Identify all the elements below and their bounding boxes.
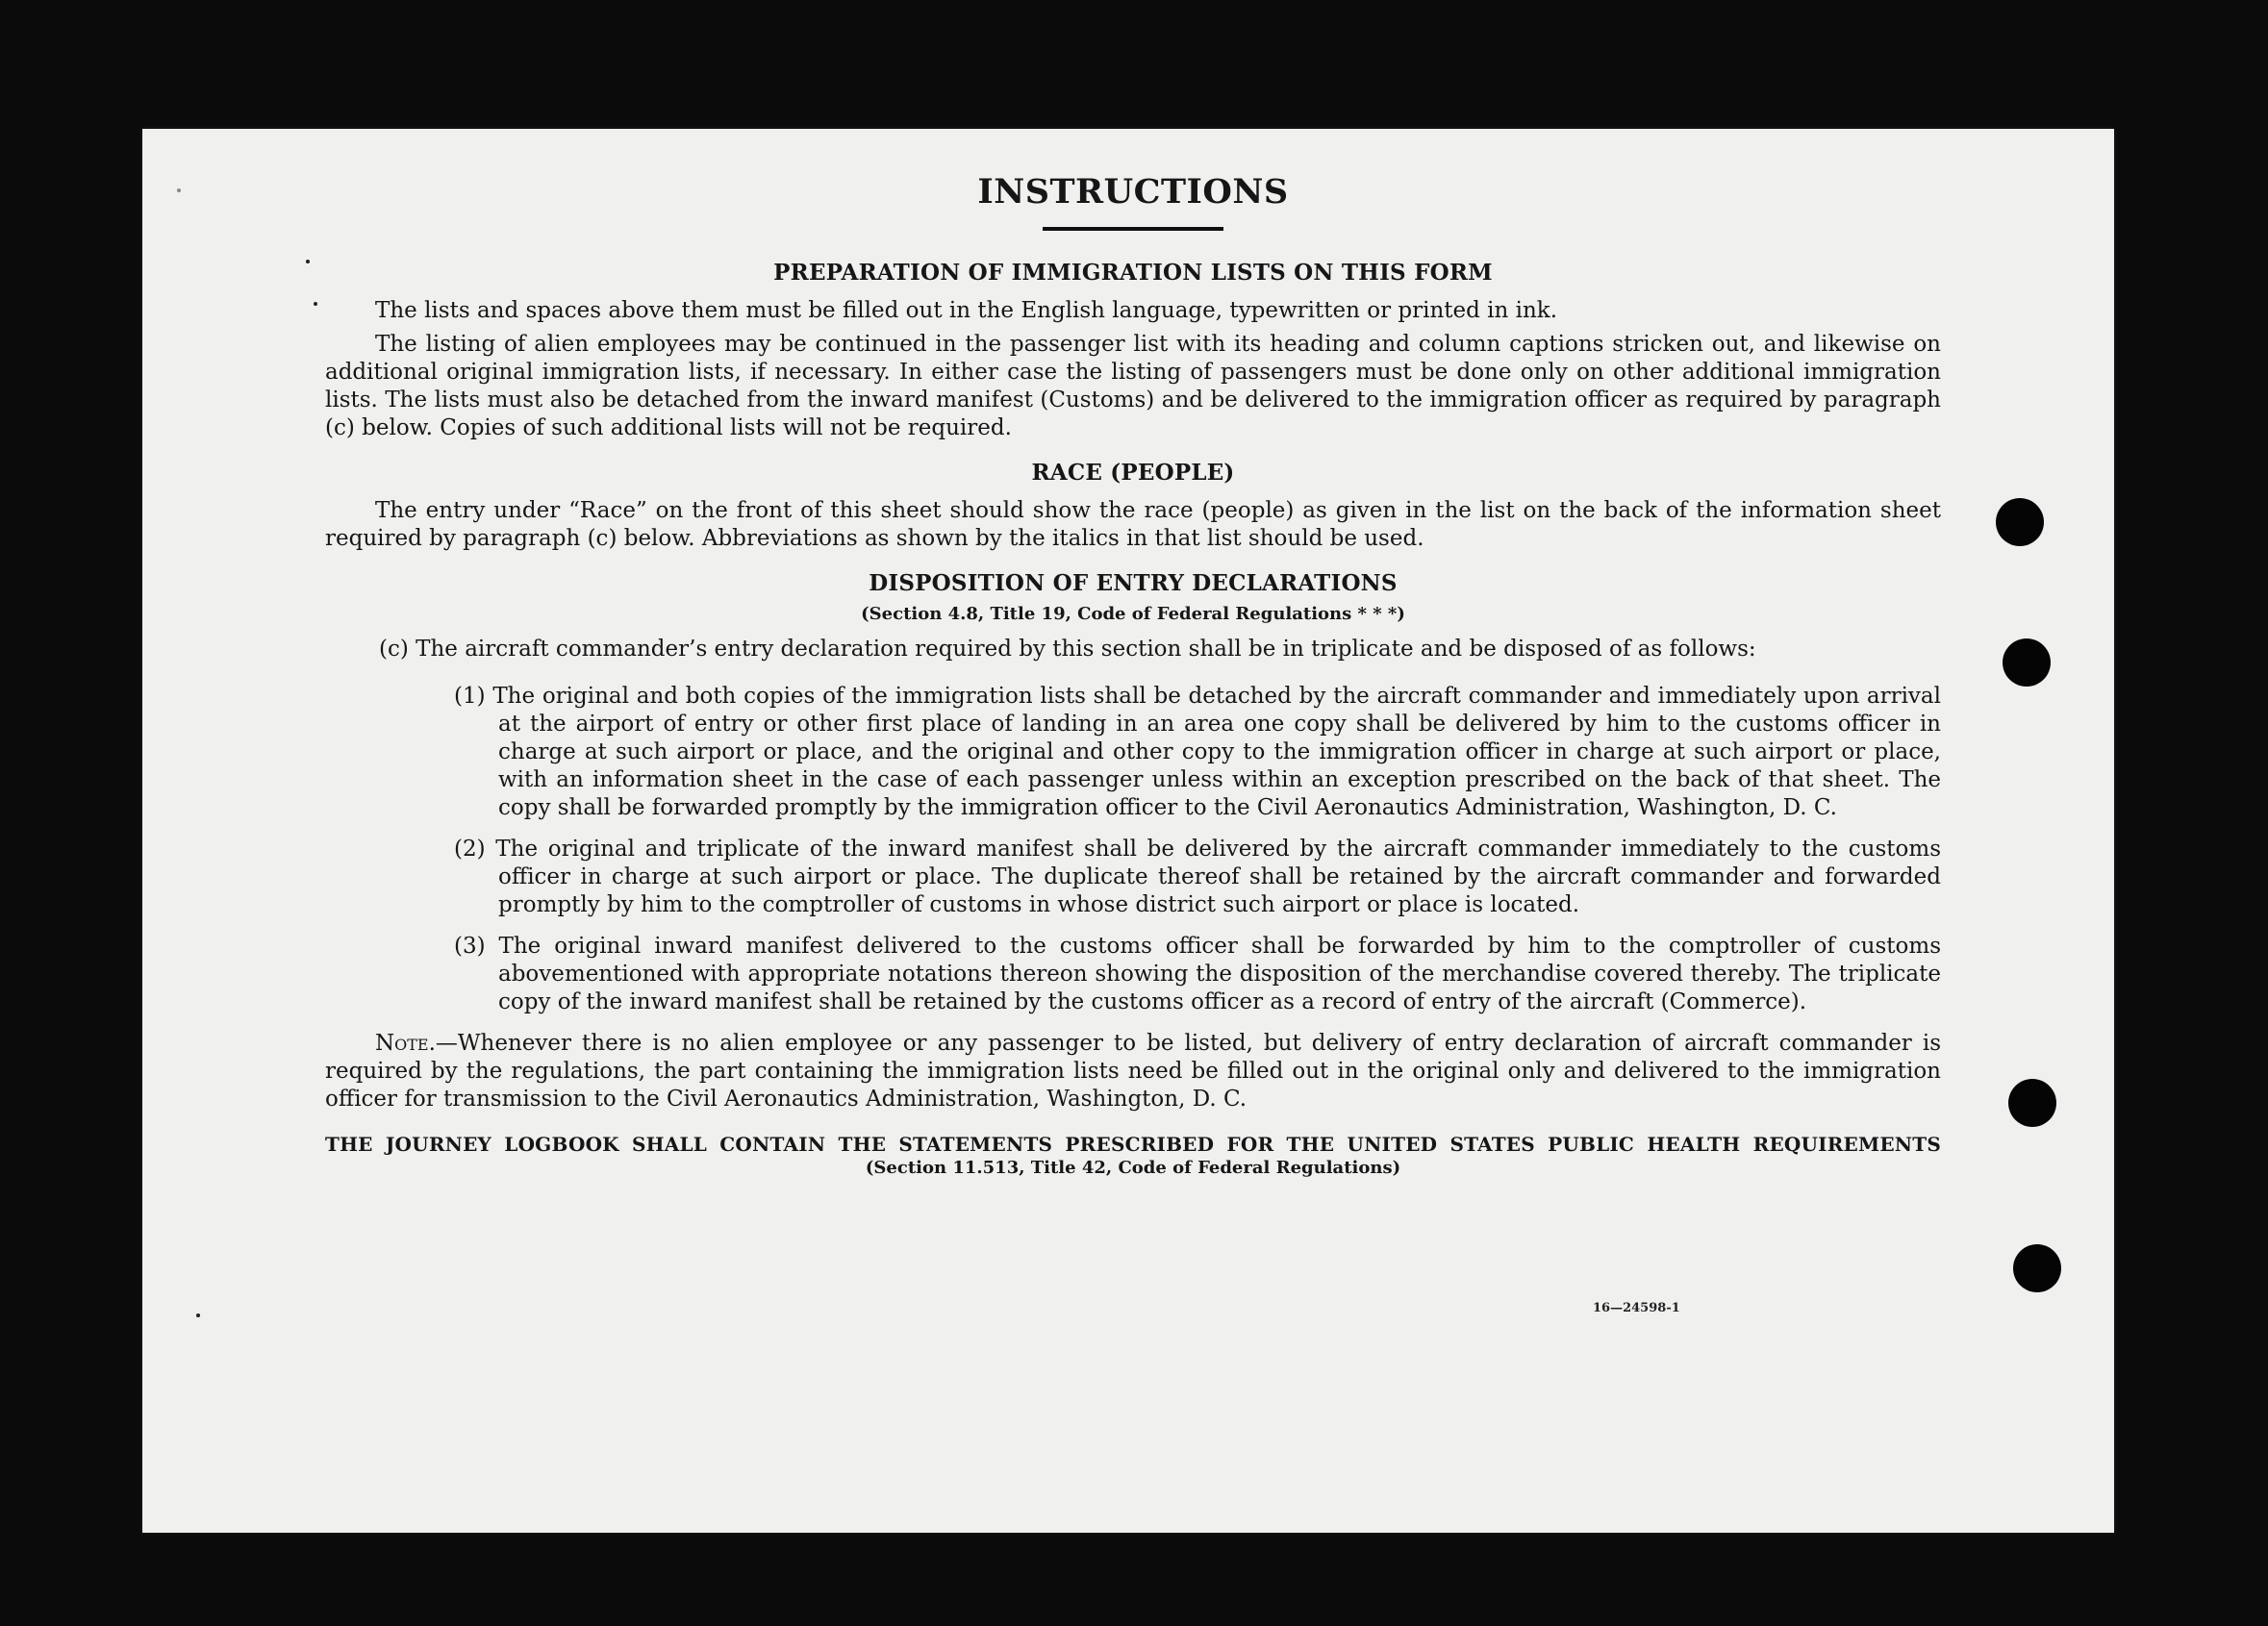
punch-hole xyxy=(2003,638,2051,687)
disposition-item-3: (3) The original inward manifest delivered to the customs officer shall be forwarded by him to the comptroller of customs abovementioned with appropriate notations thereon showing the disposition of the merchandise covered thereby. The triplicate copy of the inward manifest shall be retained by the customs officer as a record of entry of the aircraft (Commerce). xyxy=(454,934,1941,1014)
form-number: 16—24598-1 xyxy=(1593,1301,1680,1315)
preparation-paragraph-2: The listing of alien employees may be continued in the passenger list with its heading and column captions stricken out, and likewise on additional original immigration lists, if necessary. In either case the listing of passengers must be done only on other additional immigration lists. The lists must also be detached from the inward manifest (Customs) and be delivered to the immigration officer as required by paragraph (c) below. Copies of such additional lists will not be required. xyxy=(325,332,1941,440)
punch-hole xyxy=(2008,1079,2056,1127)
race-heading: RACE (PEOPLE) xyxy=(1031,460,1235,486)
document-sheet xyxy=(142,129,2114,1533)
note-label: Note. xyxy=(375,1031,436,1056)
disposition-heading: DISPOSITION OF ENTRY DECLARATIONS xyxy=(869,570,1398,596)
logbook-reference: (Section 11.513, Title 42, Code of Federal Regulations) xyxy=(865,1158,1401,1178)
punch-hole xyxy=(2013,1244,2061,1292)
title-underline xyxy=(1043,227,1223,231)
instructions-content xyxy=(325,163,1941,1189)
race-paragraph: The entry under “Race” on the front of this sheet should show the race (people) as given in the list on the back of the information sheet required by paragraph (c) below. Abbreviations as shown by the italics in that list should be used. xyxy=(325,498,1941,551)
speck xyxy=(306,260,310,263)
note-paragraph xyxy=(325,1030,1941,1113)
disposition-item-2: (2) The original and triplicate of the inward manifest shall be delivered by the aircraft commander immediately to the customs officer in charge at such airport or place. The duplicate thereof shall be retained by the aircraft commander and forwarded promptly by him to the comptroller of customs in whose district such airport or place is located. xyxy=(454,837,1941,917)
punch-hole xyxy=(1996,498,2044,546)
disposition-subheading: (Section 4.8, Title 19, Code of Federal Regulations * * *) xyxy=(861,604,1405,624)
disposition-item-1: (1) The original and both copies of the immigration lists shall be detached by the aircraft commander and immediately upon arrival at the airport of entry or other first place of landing in an area one copy shall be delivered by him to the customs officer in charge at such airport or place, and the original and other copy to the immigration officer in charge at such airport or place, with an information sheet in the case of each passenger unless within an exception prescribed on the back of that sheet. The copy shall be forwarded promptly by the immigration officer to the Civil Aeronautics Administration, Washington, D. C. xyxy=(454,684,1941,820)
disposition-lead: (c) The aircraft commander’s entry declaration required by this section shall be in triplicate and be disposed of as follows: xyxy=(379,637,1756,662)
speck xyxy=(196,1313,200,1317)
speck xyxy=(314,302,317,306)
page-title: INSTRUCTIONS xyxy=(977,172,1289,212)
preparation-paragraph-1: The lists and spaces above them must be filled out in the English language, typewritten or printed in ink. xyxy=(375,298,1558,323)
speck xyxy=(177,188,181,192)
note-text: —Whenever there is no alien employee or any passenger to be listed, but delivery of entry declaration of aircraft commander is required by the regulations, the part containing the immigration lists need be filled out in the original only and delivered to the immigration officer for transmission to the Civil Aeronautics Administration, Washington, D. C. xyxy=(325,1031,1941,1112)
logbook-statement: THE JOURNEY LOGBOOK SHALL CONTAIN THE STATEMENTS PRESCRIBED FOR THE UNITED STATES PUBLIC HEALTH REQUIREMENTS xyxy=(325,1133,1941,1156)
preparation-heading: PREPARATION OF IMMIGRATION LISTS ON THIS FORM xyxy=(773,260,1493,286)
